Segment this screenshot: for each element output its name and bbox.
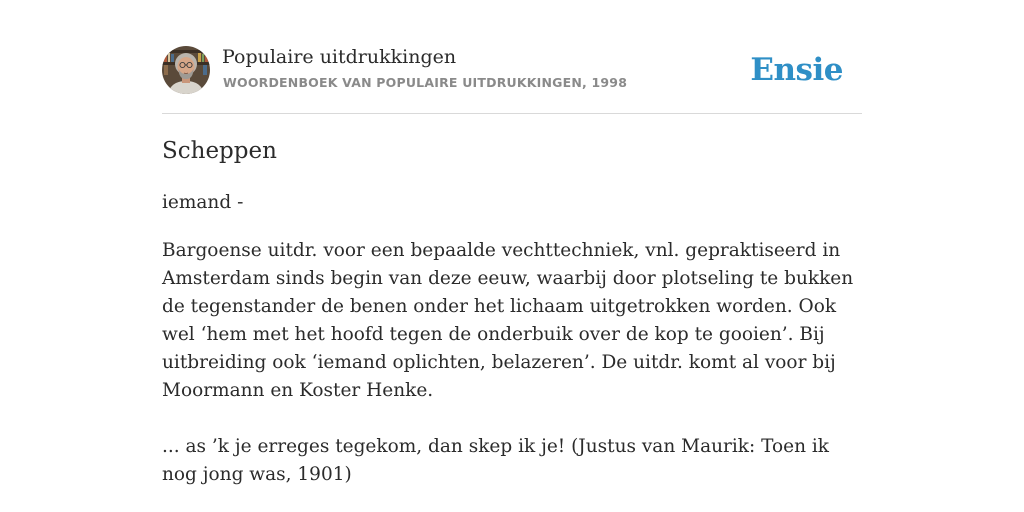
brand-logo[interactable]: Ensie [750, 52, 843, 88]
author-avatar[interactable] [162, 46, 210, 94]
entry-lemma: iemand - [162, 192, 244, 213]
entry-title: Scheppen [162, 138, 277, 164]
source-subtitle[interactable]: WOORDENBOEK VAN POPULAIRE UITDRUKKINGEN, 1998 [223, 75, 628, 90]
entry-quote: ... as ’k je erreges tegekom, dan skep ik je! (Justus van Maurik: Toen ik nog jong was, 1901) [162, 436, 830, 485]
author-portrait-icon [162, 46, 210, 94]
entry-card [162, 0, 862, 485]
source-title[interactable]: Populaire uitdrukkingen [222, 46, 457, 68]
source-header [162, 0, 862, 114]
entry-definition: Bargoense uitdr. voor een bepaalde vechttechniek, vnl. gepraktiseerd in Amsterdam sinds begin van deze eeuw, waarbij door plotseling te bukken de tegenstander de benen onder het lichaam uitgetrokken worden. Ook wel ‘hem met het hoofd tegen de onderbuik over de kop te gooien’. Bij uitbreiding ook ‘iemand oplichten, belazeren’. De uitdr. komt al voor bij Moormann en Koster Henke. [162, 240, 854, 401]
